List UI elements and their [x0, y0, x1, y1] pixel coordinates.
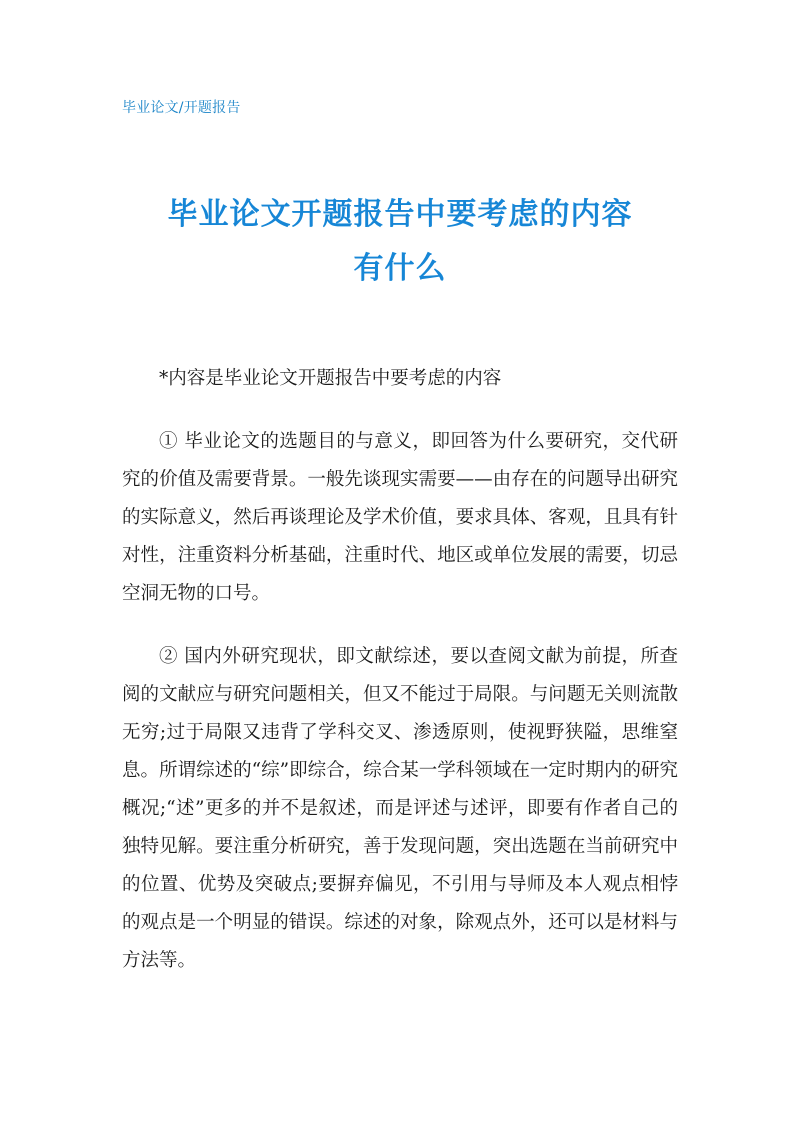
- intro-paragraph: *内容是毕业论文开题报告中要考虑的内容: [159, 368, 502, 389]
- page-title: [100, 188, 700, 296]
- section-2-paragraph: ② 国内外研究现状，即文献综述，要以查阅文献为前提，所查阅的文献应与研究问题相关，但又不能过于局限。与问题无关则流散无穷;过于局限又违背了学科交叉、渗透原则，使视野狭隘，思维窒息。所谓综述的“综”即综合，综合某一学科领域在一定时期内的研究概况;“述”更多的并不是叙述，而是评述与述评，即要有作者自己的独特见解。要注重分析研究，善于发现问题，突出选题在当前研究中的位置、优势及突破点;要摒弃偏见，不引用与导师及本人观点相悖的观点是一个明显的错误。综述的对象，除观点外，还可以是材料与方法等。: [122, 646, 678, 971]
- title-line-2: 有什么: [353, 251, 447, 286]
- breadcrumb[interactable]: 毕业论文/开题报告: [122, 100, 241, 116]
- document-body: [122, 360, 678, 1005]
- section-1-paragraph: ① 毕业论文的选题目的与意义，即回答为什么要研究，交代研究的价值及需要背景。一般先谈现实需要——由存在的问题导出研究的实际意义，然后再谈理论及学术价值，要求具体、客观，且具有针对性，注重资料分析基础，注重时代、地区或单位发展的需要，切忌空洞无物的口号。: [122, 431, 678, 604]
- title-line-1: 毕业论文开题报告中要考虑的内容: [167, 197, 633, 232]
